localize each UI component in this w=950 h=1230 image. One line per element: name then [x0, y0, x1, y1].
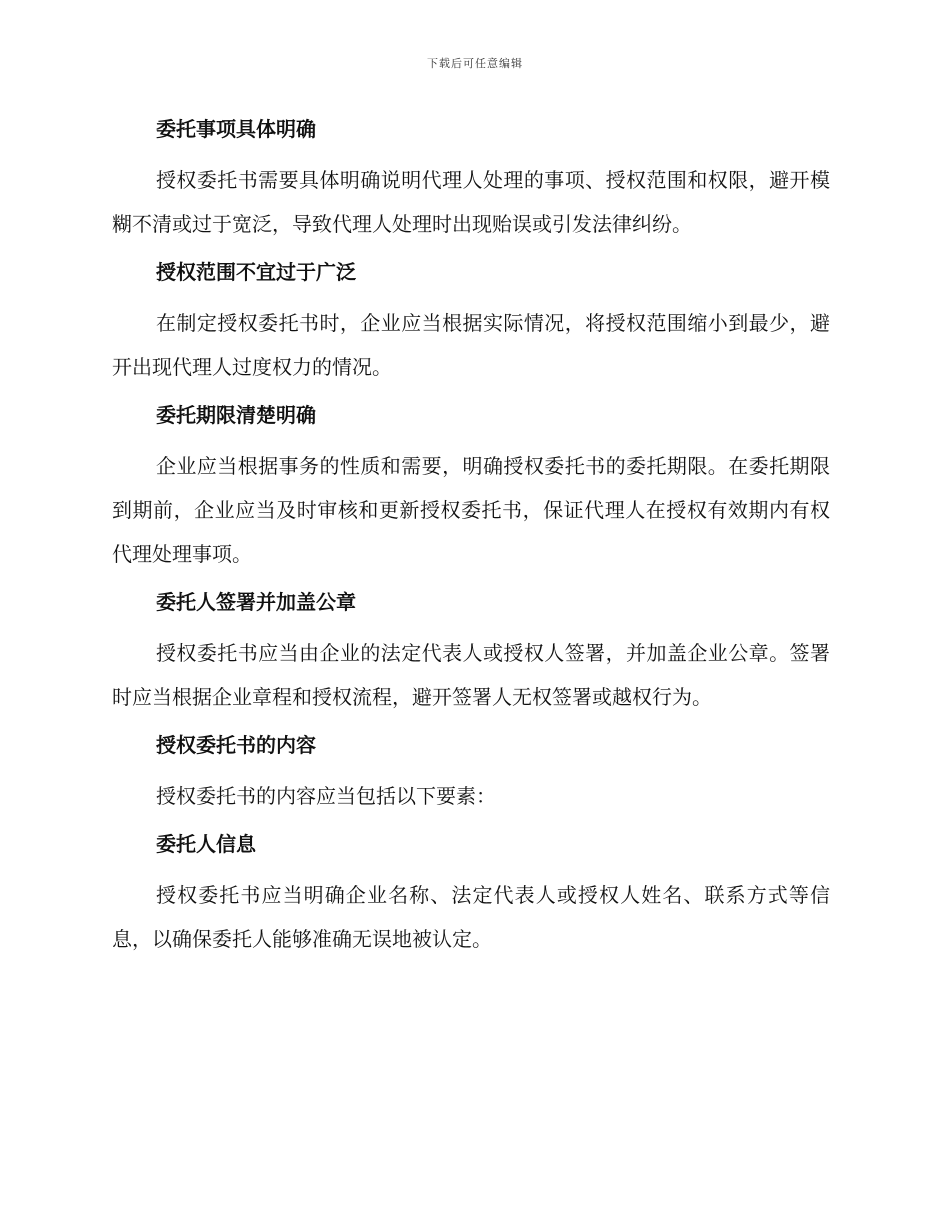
section-heading: 授权范围不宜过于广泛 [156, 260, 356, 284]
section-heading: 委托事项具体明确 [156, 117, 316, 141]
section-paragraph: 企业应当根据事务的性质和需要，明确授权委托书的委托期限。在委托期限到期前，企业应当及时审核和更新授权委托书，保证代理人在授权有效期内有权代理处理事项。 [112, 454, 830, 566]
section-paragraph: 授权委托书的内容应当包括以下要素： [156, 784, 496, 808]
section-heading: 授权委托书的内容 [156, 733, 316, 757]
section-paragraph: 在制定授权委托书时，企业应当根据实际情况，将授权范围缩小到最少，避开出现代理人过度权力的情况。 [112, 311, 830, 379]
section-heading: 委托人信息 [156, 832, 256, 856]
document-body [112, 112, 830, 970]
section-paragraph: 授权委托书应当明确企业名称、法定代表人或授权人姓名、联系方式等信息，以确保委托人能够准确无误地被认定。 [112, 883, 830, 951]
section-heading: 委托期限清楚明确 [156, 403, 316, 427]
section-heading: 委托人签署并加盖公章 [156, 590, 356, 614]
section-paragraph: 授权委托书需要具体明确说明代理人处理的事项、授权范围和权限，避开模糊不清或过于宽泛，导致代理人处理时出现贻误或引发法律纠纷。 [112, 168, 830, 236]
page-header-note: 下载后可任意编辑 [427, 57, 523, 70]
section-paragraph: 授权委托书应当由企业的法定代表人或授权人签署，并加盖企业公章。签署时应当根据企业章程和授权流程，避开签署人无权签署或越权行为。 [112, 641, 830, 709]
